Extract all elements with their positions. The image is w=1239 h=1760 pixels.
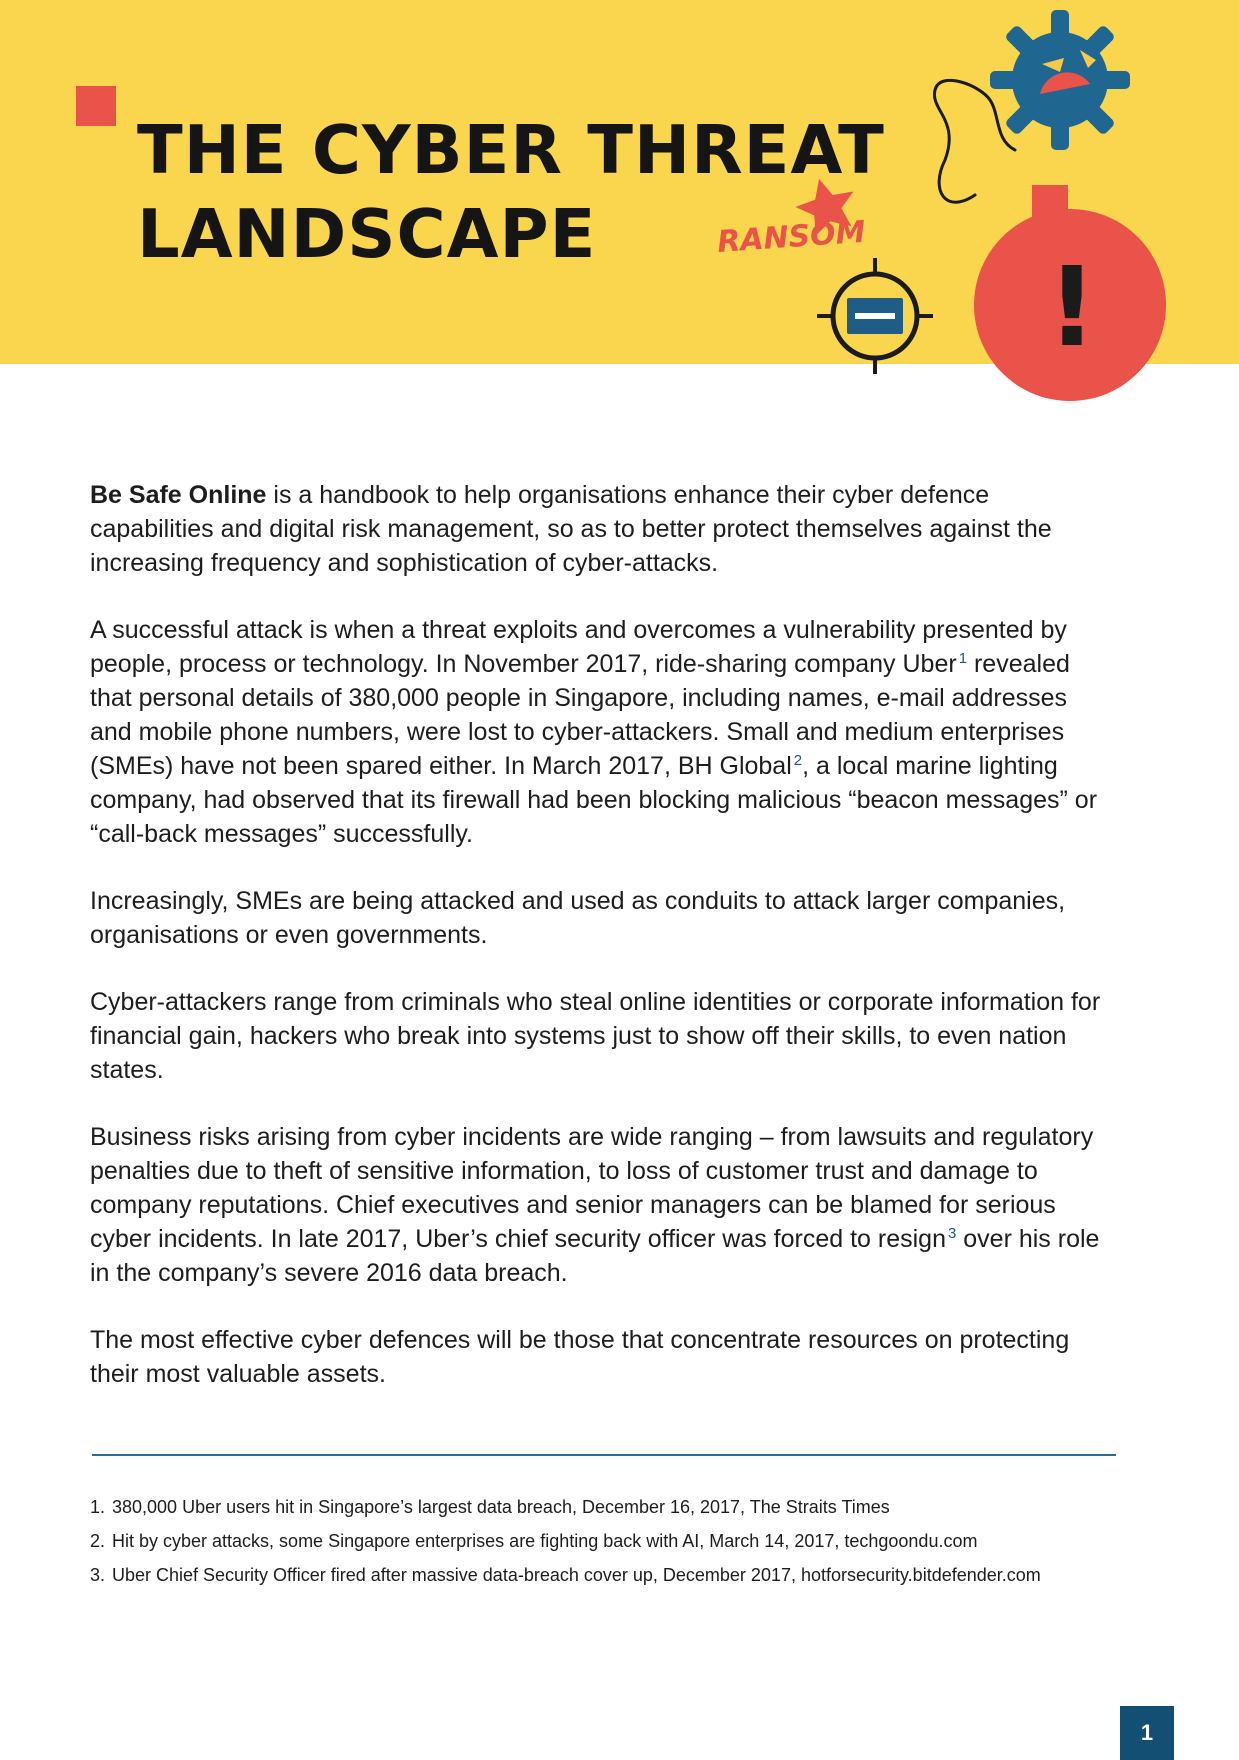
handbook-name: Be Safe Online xyxy=(90,481,267,509)
fuse-wire xyxy=(934,80,1015,202)
paragraph-defences: The most effective cyber defences will be those that concentrate resources on protecting their most valuable assets. xyxy=(90,1326,1070,1388)
ransom-label: RANSOM xyxy=(716,214,867,260)
footnote-divider xyxy=(92,1454,1116,1456)
footnote-number: 1. xyxy=(90,1497,106,1517)
paragraph-attacks xyxy=(90,613,1110,851)
footnote-text: 380,000 Uber users hit in Singapore’s largest data breach, December 16, 2017, The Straits Times xyxy=(112,1497,890,1517)
footnote-ref-1[interactable]: 1 xyxy=(958,650,968,667)
page-title-line-1: THE CYBER THREAT xyxy=(137,111,885,189)
footnote-item xyxy=(90,1490,1130,1524)
paragraph-intro xyxy=(90,478,1110,580)
paragraph-smes: Increasingly, SMEs are being attacked and used as conduits to attack larger companies, organisations or even governments. xyxy=(90,887,1066,949)
page-title-line-2: LANDSCAPE xyxy=(137,195,597,273)
cyber-threat-illustration xyxy=(690,0,1239,420)
footnote-ref-2[interactable]: 2 xyxy=(793,752,803,769)
accent-square xyxy=(76,86,116,126)
paragraph-attacks-text-a: A successful attack is when a threat exploits and overcomes a vulnerability presented by people, process or technology. In November 2017, ride-sharing company Uber xyxy=(90,616,1067,678)
bomb-icon xyxy=(974,185,1166,401)
paragraph-intro-text: is a handbook to help organisations enhance their cyber defence capabilities and digital risk management, so as to better protect themselves against the increasing frequency and sophistication of cyber-attacks. xyxy=(90,481,1052,577)
footnote-text: Hit by cyber attacks, some Singapore enterprises are fighting back with AI, March 14, 2017, techgoondu.com xyxy=(112,1531,978,1551)
paragraph-attacks-text-c: , a local marine lighting company, had observed that its firewall had been blocking malicious “beacon messages” or “call-back messages” successfully. xyxy=(90,752,1098,848)
virus-icon xyxy=(990,10,1130,150)
footnote-number: 2. xyxy=(90,1531,106,1551)
page-number: 1 xyxy=(1120,1706,1174,1760)
footnote-ref-3[interactable]: 3 xyxy=(947,1225,957,1242)
body-text xyxy=(90,478,1110,1424)
paragraph-attackers: Cyber-attackers range from criminals who steal online identities or corporate information for financial gain, hackers who break into systems just to show off their skills, to even nation states. xyxy=(90,988,1101,1084)
bomb-exclamation: ! xyxy=(1046,243,1098,371)
footnote-item xyxy=(90,1558,1130,1592)
crosshair-icon xyxy=(817,258,933,374)
footnote-number: 3. xyxy=(90,1565,106,1585)
footnotes xyxy=(90,1490,1130,1592)
paragraph-risks-text-a: Business risks arising from cyber incidents are wide ranging – from lawsuits and regulatory penalties due to theft of sensitive information, to loss of customer trust and damage to company reputations. Chief executives and senior managers can be blamed for serious cyber incidents. In late 2017, Uber’s chief security officer was forced to resign xyxy=(90,1123,1094,1253)
paragraph-attacks-text-b: revealed that personal details of 380,000 people in Singapore, including names, e-mail addresses and mobile phone numbers, were lost to cyber-attackers. Small and medium enterprises (SMEs) have not been spared either. In March 2017, BH Global xyxy=(90,650,1070,780)
footnote-item xyxy=(90,1524,1130,1558)
paragraph-risks-text-b: over his role in the company’s severe 2016 data breach. xyxy=(90,1225,1100,1287)
paragraph-risks xyxy=(90,1120,1110,1290)
footnote-text: Uber Chief Security Officer fired after massive data-breach cover up, December 2017, hotforsecurity.bitdefender.com xyxy=(112,1565,1041,1585)
